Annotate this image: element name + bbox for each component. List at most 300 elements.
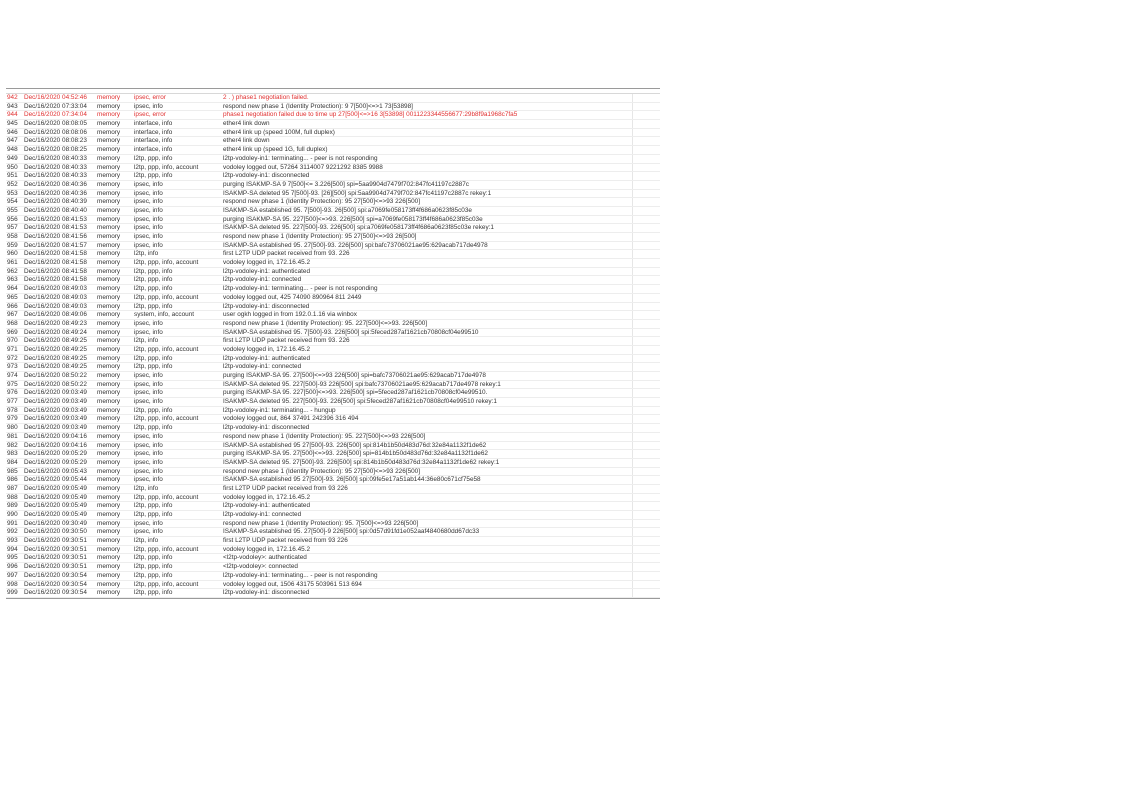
log-row-buffer: memory	[97, 398, 121, 406]
log-row-id: 943	[7, 102, 18, 110]
log-row-message: purging ISAKMP-SA 9 7[500]<= 3.226[500] spi=5aa9904d7479f702:847fc41197c2887c	[223, 180, 469, 188]
log-row-filler	[632, 459, 660, 467]
log-row-message: phase1 negotiation failed due to time up 27[500]<=>16 3[53898] 0011223344556677:29b8f9a1968c7fa5	[223, 111, 518, 119]
log-row-topics: l2tp, ppp, info	[134, 589, 173, 597]
log-row-message: l2tp-vodoley-in1: authenticated	[223, 502, 311, 510]
log-row-filler	[632, 554, 660, 562]
log-row[interactable]	[6, 520, 660, 529]
log-row-message: l2tp-vodoley-in1: disconnected	[223, 302, 310, 310]
log-row-topics: l2tp, info	[134, 537, 159, 545]
log-row-buffer: memory	[97, 484, 121, 492]
log-row-time: Dec/16/2020 08:08:25	[24, 146, 87, 154]
log-row[interactable]	[6, 433, 660, 442]
log-row-buffer: memory	[97, 502, 121, 510]
log-row-time: Dec/16/2020 08:41:58	[24, 250, 87, 258]
log-row[interactable]	[6, 137, 660, 146]
log-row[interactable]	[6, 355, 660, 364]
log-row-filler	[632, 563, 660, 571]
log-row[interactable]	[6, 450, 660, 459]
log-row-topics: l2tp, ppp, info, account	[134, 345, 199, 353]
log-row-time: Dec/16/2020 08:40:33	[24, 154, 87, 162]
log-row-id: 963	[7, 276, 18, 284]
log-row-message: ISAKMP-SA deleted 95. 27[500]-93. 226[500] spi:814b1b50d483d76d:32e84a1132f1de62 rekey:1	[223, 458, 500, 466]
log-row-filler	[632, 268, 660, 276]
log-row[interactable]	[6, 581, 660, 590]
log-row-filler	[632, 164, 660, 172]
log-row-message: first L2TP UDP packet received from 93. 226	[223, 337, 350, 345]
log-table	[6, 88, 660, 599]
log-row-id: 970	[7, 337, 18, 345]
log-row-id: 960	[7, 250, 18, 258]
log-row-id: 947	[7, 137, 18, 145]
log-row-topics: l2tp, ppp, info	[134, 563, 173, 571]
log-row-filler	[632, 433, 660, 441]
log-row-id: 955	[7, 206, 18, 214]
log-row-topics: ipsec, info	[134, 380, 163, 388]
log-row-id: 980	[7, 424, 18, 432]
log-row-id: 946	[7, 128, 18, 136]
log-row-time: Dec/16/2020 09:05:49	[24, 493, 87, 501]
log-row-time: Dec/16/2020 08:49:25	[24, 345, 87, 353]
log-row[interactable]	[6, 459, 660, 468]
log-row-message: vodoley logged out, 425 74090 890964 811 2449	[223, 293, 362, 301]
log-row-message: l2tp-vodoley-in1: disconnected	[223, 589, 310, 597]
log-row-time: Dec/16/2020 08:41:53	[24, 224, 87, 232]
log-row-buffer: memory	[97, 511, 121, 518]
log-row-time: Dec/16/2020 09:30:54	[24, 580, 87, 588]
log-row-time: Dec/16/2020 09:30:50	[24, 528, 87, 536]
log-row-buffer: memory	[97, 450, 121, 458]
log-rows	[6, 94, 660, 598]
log-row-topics: ipsec, info	[134, 398, 163, 406]
log-row-id: 945	[7, 120, 18, 128]
log-row-topics: ipsec, info	[134, 233, 163, 240]
log-row[interactable]	[6, 285, 660, 294]
log-row-buffer: memory	[97, 580, 121, 588]
log-row-topics: ipsec, info	[134, 389, 163, 397]
log-row-time: Dec/16/2020 09:04:16	[24, 441, 87, 449]
log-row[interactable]	[6, 415, 660, 424]
log-row-filler	[632, 94, 660, 102]
log-row[interactable]	[6, 511, 660, 520]
log-row-buffer: memory	[97, 563, 121, 571]
log-row-id: 972	[7, 354, 18, 362]
log-row-buffer: memory	[97, 233, 121, 240]
log-row[interactable]	[6, 494, 660, 503]
log-row-buffer: memory	[97, 215, 121, 223]
log-row-time: Dec/16/2020 08:08:23	[24, 137, 87, 145]
log-row-topics: ipsec, info	[134, 319, 163, 327]
log-row[interactable]	[6, 294, 660, 303]
log-row-time: Dec/16/2020 09:05:44	[24, 476, 87, 484]
log-row-message: user ogkh logged in from 192.0.1.16 via winbox	[223, 311, 357, 319]
log-row-message: respond new phase 1 (Identity Protection): 95 27[500]<=>93 226[500]	[223, 467, 421, 475]
log-row-buffer: memory	[97, 458, 121, 466]
log-row[interactable]	[6, 120, 660, 129]
log-row-id: 964	[7, 285, 18, 293]
log-row-buffer: memory	[97, 259, 121, 267]
log-row-message: vodoley logged in, 172.16.45.2	[223, 345, 311, 353]
log-row[interactable]	[6, 224, 660, 233]
log-row-time: Dec/16/2020 08:41:53	[24, 215, 87, 223]
log-row-message: ISAKMP-SA deleted 95. 227[500]-93. 226[500] spi:a7069fe058173ff4f686a0623f85c03e rekey:1	[223, 224, 494, 232]
log-row-topics: system, info, account	[134, 311, 195, 319]
log-row-message: l2tp-vodoley-in1: disconnected	[223, 172, 310, 180]
log-row-message: respond new phase 1 (Identity Protection): 9 7[500]<=>1 73[53898]	[223, 102, 413, 110]
log-row-filler	[632, 398, 660, 406]
log-row-id: 995	[7, 554, 18, 562]
log-row-time: Dec/16/2020 08:49:25	[24, 337, 87, 345]
log-row[interactable]	[6, 398, 660, 407]
log-row-topics: ipsec, info	[134, 458, 163, 466]
log-row-topics: l2tp, info	[134, 484, 159, 492]
log-row-filler	[632, 120, 660, 128]
log-row-id: 959	[7, 241, 18, 249]
log-row-time: Dec/16/2020 09:03:49	[24, 398, 87, 406]
log-row-message: l2tp-vodoley-in1: connected	[223, 511, 302, 518]
log-row-message: respond new phase 1 (Identity Protection): 95 27[500]<=>93 226[500]	[223, 198, 421, 206]
log-row-filler	[632, 363, 660, 371]
log-row-time: Dec/16/2020 08:08:05	[24, 120, 87, 128]
log-row-filler	[632, 450, 660, 458]
log-row[interactable]	[6, 554, 660, 563]
log-row-id: 951	[7, 172, 18, 180]
log-row[interactable]	[6, 320, 660, 329]
log-row-filler	[632, 572, 660, 580]
log-row-message: respond new phase 1 (Identity Protection): 95. 7[500]<=>93 226[500]	[223, 519, 419, 527]
log-row[interactable]	[6, 589, 660, 598]
log-row-id: 977	[7, 398, 18, 406]
log-row-id: 953	[7, 189, 18, 197]
log-row-id: 956	[7, 215, 18, 223]
log-row[interactable]	[6, 207, 660, 216]
log-row-topics: l2tp, ppp, info	[134, 502, 173, 510]
log-row-id: 971	[7, 345, 18, 353]
log-row-topics: l2tp, ppp, info	[134, 154, 173, 162]
log-row-filler	[632, 259, 660, 267]
log-row[interactable]	[6, 389, 660, 398]
log-row-message: l2tp-vodoley-in1: disconnected	[223, 424, 310, 432]
log-row-message: respond new phase 1 (Identity Protection): 95. 227[500]<=>93 226[500]	[223, 432, 426, 440]
log-row-filler	[632, 502, 660, 510]
log-row-message: ISAKMP-SA deleted 95. 227[500]-93. 226[500] spi:5feced287af1621cb70808cf04e99510 rekey:1	[223, 398, 497, 406]
log-row-message: vodoley logged out, 864 37491 242396 316 494	[223, 415, 359, 423]
log-row[interactable]	[6, 363, 660, 372]
log-row-id: 986	[7, 476, 18, 484]
log-row-buffer: memory	[97, 415, 121, 423]
log-row-topics: ipsec, error	[134, 111, 166, 119]
log-row-filler	[632, 442, 660, 450]
log-row-time: Dec/16/2020 09:03:49	[24, 389, 87, 397]
log-row-id: 985	[7, 467, 18, 475]
log-row[interactable]	[6, 303, 660, 312]
log-row[interactable]	[6, 250, 660, 259]
log-row[interactable]	[6, 502, 660, 511]
log-row-filler	[632, 233, 660, 241]
log-row-message: respond new phase 1 (Identity Protection): 95. 227[500]<=>93. 226[500]	[223, 319, 428, 327]
log-row-message: l2tp-vodoley-in1: terminating... - peer is not responding	[223, 285, 378, 293]
log-row-topics: l2tp, ppp, info	[134, 354, 173, 362]
log-row-buffer: memory	[97, 128, 121, 136]
log-row-topics: ipsec, info	[134, 467, 163, 475]
log-row-time: Dec/16/2020 07:33:04	[24, 102, 87, 110]
log-row-topics: interface, info	[134, 137, 173, 145]
log-row-buffer: memory	[97, 146, 121, 154]
log-row-filler	[632, 103, 660, 111]
log-row-message: respond new phase 1 (Identity Protection): 95 27[500]<=>93 26[500]	[223, 233, 417, 240]
log-row-filler	[632, 485, 660, 493]
log-row-time: Dec/16/2020 08:41:57	[24, 241, 87, 249]
log-row-topics: ipsec, info	[134, 180, 163, 188]
log-row[interactable]	[6, 329, 660, 338]
log-row[interactable]	[6, 216, 660, 225]
log-row-buffer: memory	[97, 493, 121, 501]
log-row[interactable]	[6, 155, 660, 164]
log-row[interactable]	[6, 276, 660, 285]
log-row-message: ISAKMP-SA deleted 95 7[500]-93. [26][500] spi:5aa9904d7479f702:847fc41197c2887c rekey:1	[223, 189, 492, 197]
log-row-buffer: memory	[97, 519, 121, 527]
log-row-id: 952	[7, 180, 18, 188]
log-row-topics: l2tp, ppp, info	[134, 276, 173, 284]
log-row-buffer: memory	[97, 589, 121, 597]
log-row[interactable]	[6, 546, 660, 555]
log-row-message: <l2tp-vodoley>: connected	[223, 563, 298, 571]
log-row[interactable]	[6, 537, 660, 546]
log-row-filler	[632, 476, 660, 484]
log-row-buffer: memory	[97, 476, 121, 484]
log-row-buffer: memory	[97, 163, 121, 171]
log-row-filler	[632, 216, 660, 224]
log-row-topics: l2tp, ppp, info	[134, 267, 173, 275]
log-row-message: purging ISAKMP-SA 95. 27[500]<=>93 226[500] spi=bafc73706021ae95:629acab717de4978	[223, 372, 486, 379]
log-row-time: Dec/16/2020 08:49:03	[24, 285, 87, 293]
log-row[interactable]	[6, 259, 660, 268]
log-row-topics: ipsec, info	[134, 519, 163, 527]
log-row-filler	[632, 198, 660, 206]
log-row[interactable]	[6, 103, 660, 112]
log-row-buffer: memory	[97, 537, 121, 545]
log-row-message: first L2TP UDP packet received from 93. 226	[223, 250, 350, 258]
log-row-filler	[632, 155, 660, 163]
log-row-id: 973	[7, 363, 18, 371]
log-row-time: Dec/16/2020 08:41:58	[24, 259, 87, 267]
log-row-buffer: memory	[97, 206, 121, 214]
log-row[interactable]	[6, 190, 660, 199]
log-row-buffer: memory	[97, 250, 121, 258]
log-row-buffer: memory	[97, 302, 121, 310]
log-row-topics: l2tp, ppp, info	[134, 406, 173, 414]
log-row-buffer: memory	[97, 293, 121, 301]
log-row-time: Dec/16/2020 08:40:39	[24, 198, 87, 206]
log-row-id: 982	[7, 441, 18, 449]
log-row[interactable]	[6, 424, 660, 433]
log-row-time: Dec/16/2020 09:05:49	[24, 511, 87, 518]
log-row-time: Dec/16/2020 08:49:24	[24, 328, 87, 336]
log-row-filler	[632, 415, 660, 423]
log-row[interactable]	[6, 563, 660, 572]
log-row-filler	[632, 250, 660, 258]
log-row[interactable]	[6, 346, 660, 355]
log-row[interactable]	[6, 129, 660, 138]
log-row-time: Dec/16/2020 09:30:51	[24, 563, 87, 571]
log-row-time: Dec/16/2020 09:30:49	[24, 519, 87, 527]
log-row-topics: ipsec, info	[134, 328, 163, 336]
log-row-topics: ipsec, info	[134, 215, 163, 223]
log-row-filler	[632, 111, 660, 119]
log-row-filler	[632, 137, 660, 145]
log-row-id: 992	[7, 528, 18, 536]
log-row-topics: l2tp, ppp, info	[134, 424, 173, 432]
log-row-buffer: memory	[97, 102, 121, 110]
log-row-filler	[632, 294, 660, 302]
log-row-buffer: memory	[97, 363, 121, 371]
log-row[interactable]	[6, 468, 660, 477]
log-row-buffer: memory	[97, 180, 121, 188]
log-row-time: Dec/16/2020 08:40:36	[24, 189, 87, 197]
log-row-time: Dec/16/2020 08:08:06	[24, 128, 87, 136]
log-row-message: ISAKMP-SA established 95 27[500]-93. 26[500] spi:09fe5e17a51ab144:36e80c671cf75e58	[223, 476, 481, 484]
log-row[interactable]	[6, 268, 660, 277]
log-row-message: ISAKMP-SA established 95 27[500]-93. 226[500] spi:814b1b50d483d76d:32e84a1132f1de62	[223, 441, 487, 449]
log-row[interactable]	[6, 198, 660, 207]
log-row[interactable]	[6, 242, 660, 251]
log-row-id: 996	[7, 563, 18, 571]
log-row-id: 984	[7, 458, 18, 466]
log-row-filler	[632, 285, 660, 293]
log-row-buffer: memory	[97, 189, 121, 197]
log-row-buffer: memory	[97, 337, 121, 345]
log-row-time: Dec/16/2020 08:41:56	[24, 233, 87, 240]
log-row-id: 965	[7, 293, 18, 301]
log-row-time: Dec/16/2020 08:49:03	[24, 302, 87, 310]
log-row-buffer: memory	[97, 406, 121, 414]
log-row[interactable]	[6, 94, 660, 103]
log-row-id: 999	[7, 589, 18, 597]
log-row-topics: ipsec, info	[134, 206, 163, 214]
log-row-id: 987	[7, 484, 18, 492]
log-row[interactable]	[6, 381, 660, 390]
log-row-id: 998	[7, 580, 18, 588]
log-row-message: l2tp-vodoley-in1: connected	[223, 276, 302, 284]
log-row-time: Dec/16/2020 09:03:49	[24, 406, 87, 414]
log-row-buffer: memory	[97, 241, 121, 249]
log-row-time: Dec/16/2020 09:30:51	[24, 545, 87, 553]
log-row-topics: l2tp, ppp, info, account	[134, 259, 199, 267]
log-row-id: 983	[7, 450, 18, 458]
log-row-time: Dec/16/2020 08:50:22	[24, 380, 87, 388]
log-row-message: vodoley logged out, 57264 3114007 9221292 8385 9988	[223, 163, 383, 171]
log-row-time: Dec/16/2020 08:40:33	[24, 172, 87, 180]
log-row-time: Dec/16/2020 08:49:25	[24, 354, 87, 362]
log-row-time: Dec/16/2020 07:34:04	[24, 111, 87, 119]
log-row[interactable]	[6, 485, 660, 494]
log-row-buffer: memory	[97, 172, 121, 180]
log-row-filler	[632, 520, 660, 528]
log-row[interactable]	[6, 442, 660, 451]
log-row-topics: ipsec, info	[134, 432, 163, 440]
log-row-message: <l2tp-vodoley>: authenticated	[223, 554, 307, 562]
log-row-buffer: memory	[97, 354, 121, 362]
log-row-time: Dec/16/2020 08:40:33	[24, 163, 87, 171]
log-row[interactable]	[6, 146, 660, 155]
log-row[interactable]	[6, 164, 660, 173]
log-row-time: Dec/16/2020 04:52:46	[24, 94, 87, 101]
log-row-topics: ipsec, info	[134, 441, 163, 449]
log-row[interactable]	[6, 172, 660, 181]
log-row-message: vodoley logged in, 172.16.45.2	[223, 259, 311, 267]
log-row-time: Dec/16/2020 08:40:36	[24, 180, 87, 188]
log-row-message: purging ISAKMP-SA 95. 227[500]<=>93. 226[500] spi=a7069fe058173ff4f686a0623f85c03e	[223, 215, 483, 223]
log-row-id: 958	[7, 233, 18, 240]
log-row-filler	[632, 537, 660, 545]
log-row-message: ether4 link up (speed 1G, full duplex)	[223, 146, 328, 154]
log-row-id: 942	[7, 94, 18, 101]
log-row-filler	[632, 468, 660, 476]
log-row-topics: l2tp, info	[134, 250, 159, 258]
log-row[interactable]	[6, 476, 660, 485]
log-row-filler	[632, 129, 660, 137]
log-row-filler	[632, 311, 660, 319]
log-row-id: 993	[7, 537, 18, 545]
log-row-time: Dec/16/2020 09:03:49	[24, 424, 87, 432]
log-row-message: l2tp-vodoley-in1: authenticated	[223, 354, 311, 362]
log-row[interactable]	[6, 572, 660, 581]
log-row-id: 950	[7, 163, 18, 171]
log-row-buffer: memory	[97, 380, 121, 388]
log-row-id: 978	[7, 406, 18, 414]
log-row-buffer: memory	[97, 345, 121, 353]
log-row-buffer: memory	[97, 571, 121, 579]
log-row-filler	[632, 242, 660, 250]
log-row[interactable]	[6, 111, 660, 120]
log-row-topics: ipsec, info	[134, 476, 163, 484]
log-row-topics: ipsec, info	[134, 241, 163, 249]
log-row-message: ISAKMP-SA established 95. 7[500]-93. 226[500] spi:5feced287af1621cb70808cf04e99510	[223, 328, 479, 336]
log-row-filler	[632, 528, 660, 536]
log-row-id: 967	[7, 311, 18, 319]
log-row-message: ISAKMP-SA established 95. 7[500]-93. 26[500] spi:a7069fe058173ff4f686a0623f85c03e	[223, 206, 472, 214]
log-row-time: Dec/16/2020 09:30:51	[24, 554, 87, 562]
log-row[interactable]	[6, 181, 660, 190]
log-row-buffer: memory	[97, 328, 121, 336]
log-row-id: 954	[7, 198, 18, 206]
log-row[interactable]	[6, 233, 660, 242]
log-row-message: vodoley logged in, 172.16.45.2	[223, 545, 311, 553]
log-row-topics: l2tp, ppp, info	[134, 172, 173, 180]
log-row[interactable]	[6, 311, 660, 320]
log-row-message: ether4 link down	[223, 120, 270, 128]
log-row[interactable]	[6, 528, 660, 537]
log-row[interactable]	[6, 372, 660, 381]
log-row-filler	[632, 181, 660, 189]
log-row-topics: ipsec, info	[134, 198, 163, 206]
log-row-id: 968	[7, 319, 18, 327]
log-row-message: vodoley logged in, 172.16.45.2	[223, 493, 311, 501]
log-row-filler	[632, 224, 660, 232]
log-row-topics: ipsec, info	[134, 189, 163, 197]
log-row-message: purging ISAKMP-SA 95. 227[500]<=>93. 226[500] spi=5feced287af1621cb70808cf04e99510.	[223, 389, 488, 397]
log-row-filler	[632, 511, 660, 519]
log-row-id: 981	[7, 432, 18, 440]
log-row-topics: ipsec, error	[134, 94, 166, 101]
log-row[interactable]	[6, 337, 660, 346]
log-row-buffer: memory	[97, 554, 121, 562]
log-row[interactable]	[6, 407, 660, 416]
log-row-topics: ipsec, info	[134, 450, 163, 458]
log-row-buffer: memory	[97, 94, 121, 101]
log-row-filler	[632, 190, 660, 198]
log-row-time: Dec/16/2020 08:41:58	[24, 276, 87, 284]
